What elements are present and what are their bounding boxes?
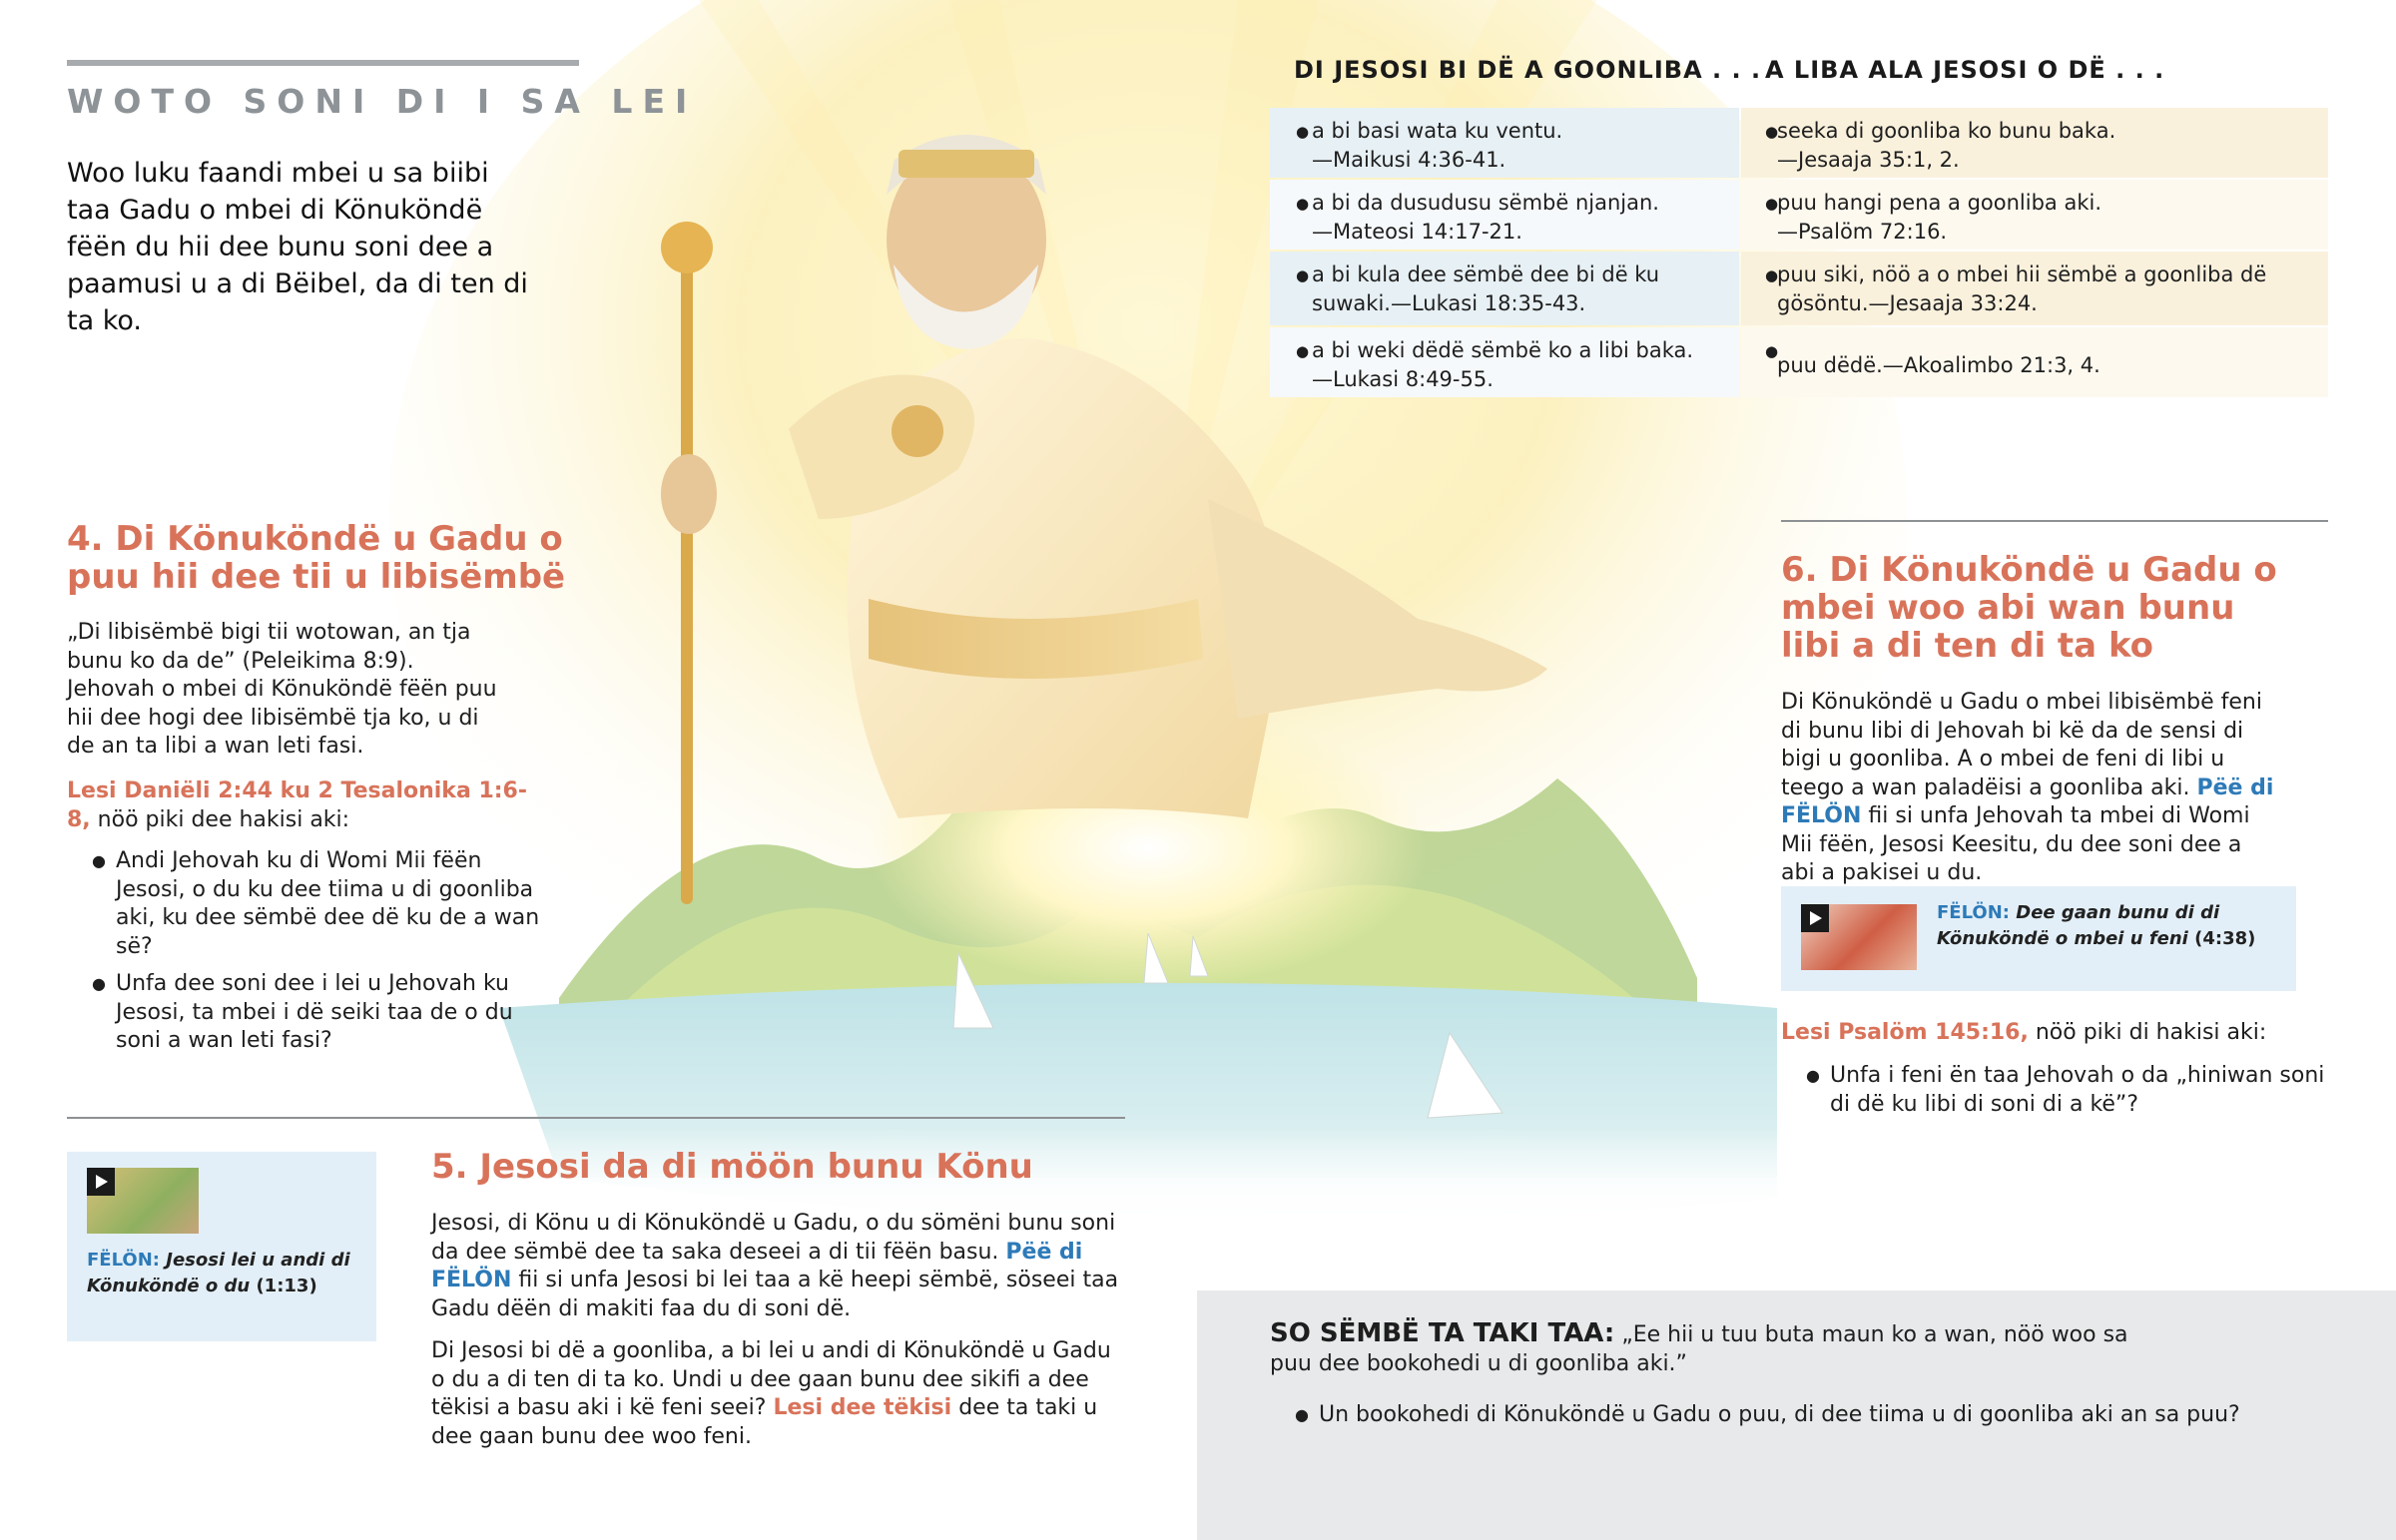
section-divider — [67, 1117, 1125, 1119]
intro-text: Woo luku faandi mbei u sa biibi taa Gadu o mbei di Könuköndë fëën du hii dee bunu soni dee a paamusi u a di Bëibel, da di ten di ta ko. — [67, 158, 528, 336]
section-6-paragraph — [1781, 689, 2280, 888]
discussion-question: ● Un bookohedi di Könuköndë u Gadu o puu, di dee tiima u di goonliba aki an sa puu? — [1295, 1400, 2343, 1429]
video-label: FËLÖN: — [1937, 902, 2010, 923]
video-title[interactable]: Dee gaan bunu di di Könuköndë o mbei u feni — [1937, 902, 2220, 949]
discussion-label: SO SËMBË TA TAKI TAA: — [1270, 1318, 1615, 1348]
section-4-heading: 4. Di Könuköndë u Gadu o puu hii dee tii u libisëmbë — [67, 519, 566, 597]
top-rule — [67, 60, 579, 66]
section-5-paragraph-1 — [431, 1210, 1120, 1323]
section-4-read-reference[interactable]: Lesi Daniëli 2:44 ku 2 Tesalonika 1:6-8, — [67, 778, 527, 832]
discussion-quote: „Ee hii u tuu buta maun ko a wan, nöö woo sa puu dee bookohedi u di goonliba aki.” — [1270, 1322, 2128, 1376]
play-icon[interactable] — [1801, 904, 1829, 932]
section-6-text: Di Könuköndë u Gadu o mbei libisëmbë feni di bunu libi di Jehovah bi kë da de sensi di bigi u goonliba. A o mbei de feni di libi u teego a wan paladëisi a goonliba aki. — [1781, 690, 2262, 800]
section-5-heading: 5. Jesosi da di möön bunu Könu — [431, 1147, 1033, 1187]
section-5-text: Di Jesosi bi dë a goonliba, a bi lei u andi di Könuköndë u Gadu o du a di ten di ta ko. Undi u dee gaan bunu dee sikifi a dee tëkisi a basu aki i kë feni seei? — [431, 1338, 1111, 1420]
video-card-jesus[interactable] — [67, 1152, 376, 1341]
table-cell-left-1: ● a bi basi wata ku ventu. —Maikusi 4:36-41. — [1270, 108, 1739, 178]
section-6-read-instruction: nöö piki di hakisi aki: — [2028, 1020, 2267, 1045]
section-4-question: ● Andi Jehovah ku di Womi Mii fëën Jesosi, o du ku dee tiima u di goonliba aki, ku dee sëmbë dee dë ku de a wan së? — [92, 847, 541, 961]
section-6-read-reference[interactable]: Lesi Psalöm 145:16, — [1781, 1020, 2029, 1045]
table-cell-right-2: ● puu hangi pena a goonliba aki. —Psalöm 72:16. — [1741, 180, 2328, 250]
section-4-read-line — [67, 777, 536, 834]
discussion-questions — [1295, 1400, 2343, 1429]
watch-video-link[interactable]: Pëë di FËLÖN — [1781, 774, 2274, 828]
table-header-right: A LIBA ALA JESOSI O DË . . . — [1765, 56, 2165, 84]
section-6-questions — [1806, 1062, 2325, 1119]
section-4-read-instruction: nöö piki dee hakisi aki: — [90, 806, 350, 832]
section-4-question: ● Unfa dee soni dee i lei u Jehovah ku Jesosi, ta mbei i dë seiki taa de o du soni a wan leti fasi? — [92, 970, 541, 1056]
section-6-read-line — [1781, 1019, 2340, 1048]
table-cell-left-3: ● a bi kula dee sëmbë dee bi dë ku suwaki.—Lukasi 18:35-43. — [1270, 252, 1739, 325]
section-4-questions — [92, 847, 541, 1056]
video-label: FËLÖN: — [87, 1250, 160, 1271]
table-cell-right-1: ● seeka di goonliba ko bunu baka. —Jesaaja 35:1, 2. — [1741, 108, 2328, 178]
section-6-heading: 6. Di Könuköndë u Gadu o mbei woo abi wan bunu libi a di ten di ta ko — [1781, 550, 2277, 666]
video-title[interactable]: Jesosi lei u andi di Könuköndë o du — [87, 1250, 350, 1296]
section-4-paragraph: „Di libisëmbë bigi tii wotowan, an tja bunu ko da de” (Peleikima 8:9). Jehovah o mbei di Könuköndë fëën puu hii dee hogi dee libisëmbë tja ko, u di de an ta libi a wan leti fasi. — [67, 620, 497, 759]
video-caption — [87, 1248, 366, 1299]
video-duration: (1:13) — [256, 1276, 317, 1296]
kicker-title: WOTO SONI DI I SA LEI — [67, 82, 698, 121]
watch-video-link[interactable]: Pëë di FËLÖN — [431, 1239, 1083, 1292]
section-5-text: dee ta taki u dee gaan bunu dee woo feni. — [431, 1395, 1098, 1449]
table-cell-left-4: ● a bi weki dëdë sëmbë ko a libi baka. —Lukasi 8:49-55. — [1270, 327, 1739, 397]
play-icon[interactable] — [87, 1168, 115, 1196]
table-cell-right-4: ● puu dëdë.—Akoalimbo 21:3, 4. — [1741, 327, 2328, 397]
read-texts-link[interactable]: Lesi dee tëkisi — [773, 1395, 952, 1420]
table-cell-right-3: ● puu siki, nöö a o mbei hii sëmbë a goonliba dë gösöntu.—Jesaaja 33:24. — [1741, 252, 2328, 325]
video-card-kingdom[interactable] — [1781, 886, 2296, 991]
section-5-text: fii si unfa Jesosi bi lei taa a kë heepi sëmbë, söseei taa Gadu dëën di makiti faa du di soni dë. — [431, 1268, 1119, 1321]
video-duration: (4:38) — [2194, 928, 2256, 949]
table-cell-left-2: ● a bi da dusudusu sëmbë njanjan. —Mateosi 14:17-21. — [1270, 180, 1739, 250]
section-5-text: Jesosi, di Könu u di Könuköndë u Gadu, o du sömëni bunu soni da dee sëmbë dee ta saka deseei a di tii fëën basu. — [431, 1211, 1116, 1265]
section-6-question: ● Unfa i feni ën taa Jehovah o da „hiniwan soni di dë ku libi di soni di a kë”? — [1806, 1062, 2325, 1119]
section-divider — [1781, 520, 2328, 522]
discussion-quote-line — [1270, 1319, 2128, 1378]
section-5-paragraph-2 — [431, 1337, 1120, 1451]
section-6-text: fii si unfa Jehovah ta mbei di Womi Mii fëën, Jesosi Keesitu, du dee soni dee a abi a pakisei u du. — [1781, 803, 2250, 885]
table-header-left: DI JESOSI BI DË A GOONLIBA . . . — [1294, 56, 1762, 84]
video-caption — [1937, 900, 2276, 952]
